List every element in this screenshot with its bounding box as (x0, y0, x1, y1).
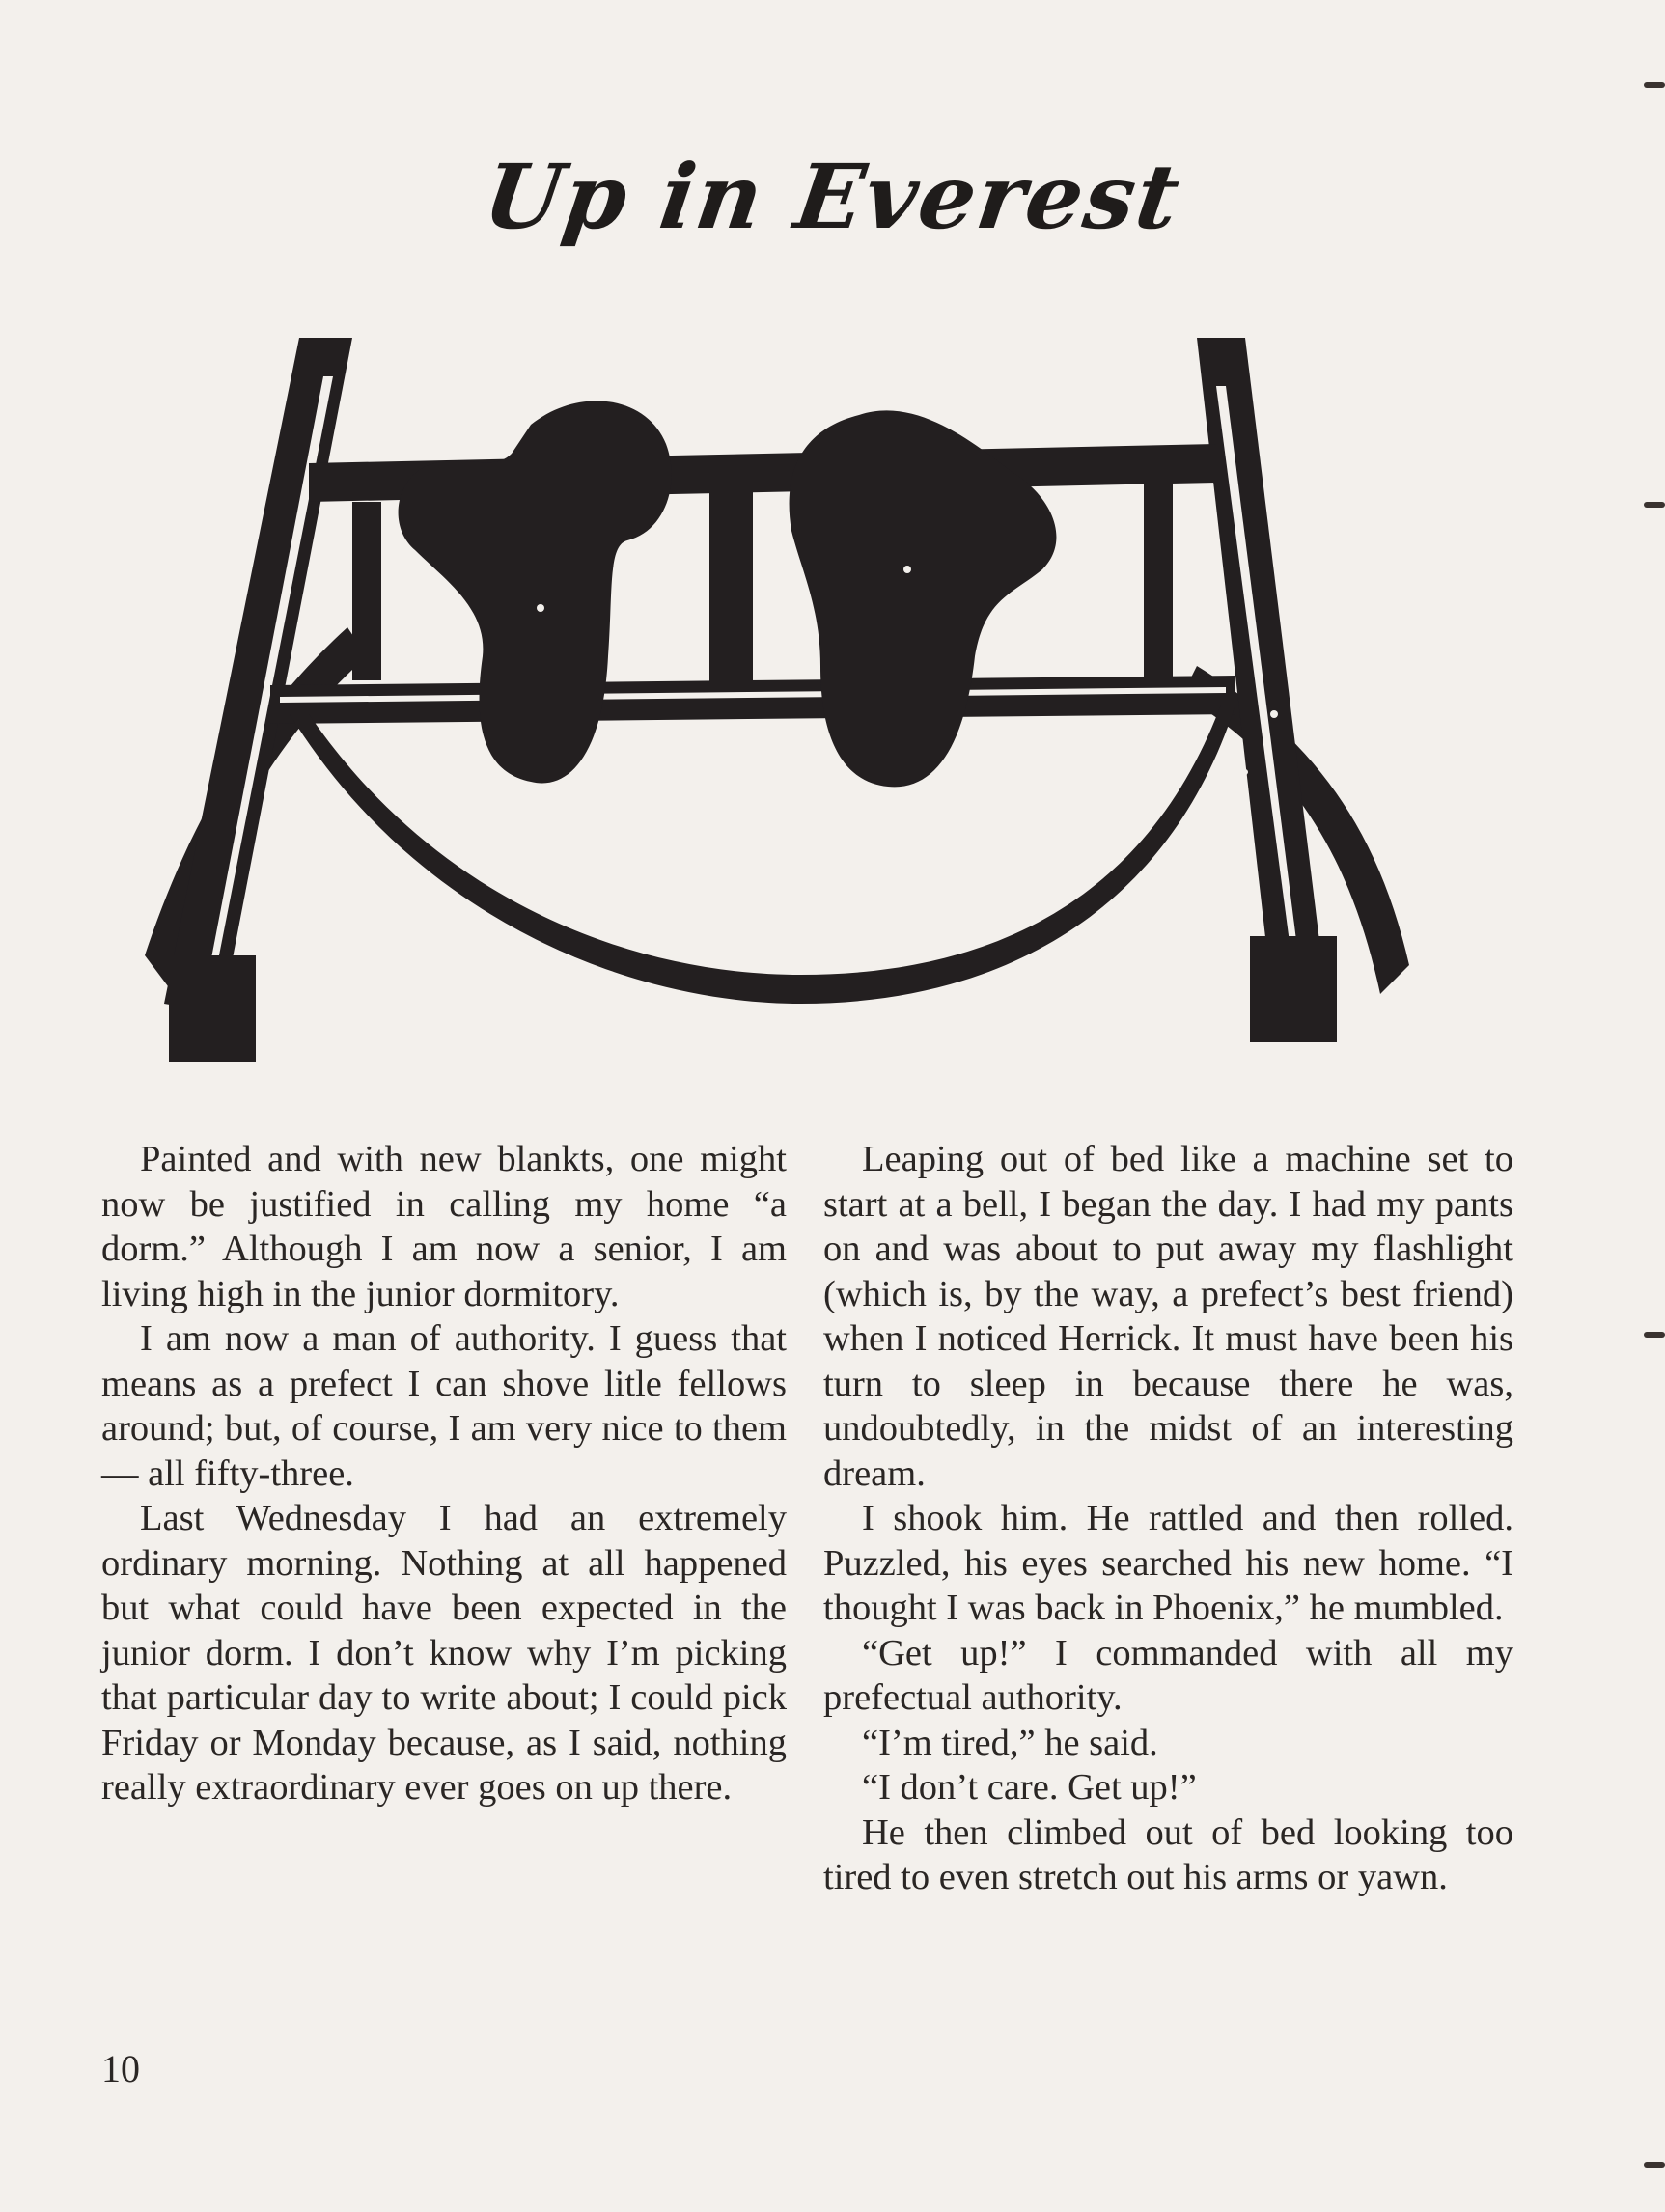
right-foot-block (1250, 936, 1337, 1042)
right-text-column (823, 1137, 1513, 1900)
paragraph: Last Wednesday I had an extremely ordinary morning. Nothing at all happened but what could have been expected in the junior dorm. I don’t know why I’m picking that particular day to write about; I could pick Friday or Monday because, as I said, nothing really extraordinary ever goes on up there. (101, 1498, 787, 1808)
paragraph: “Get up!” I commanded with all my prefectual authority. (823, 1632, 1513, 1718)
bed-slat (1144, 483, 1173, 680)
article-title: Up in Everest (477, 145, 1188, 249)
binding-mark (1644, 2162, 1665, 2168)
bed-slat (709, 483, 753, 685)
paragraph: Leaping out of bed like a machine set to start at a bell, I began the day. I had my pants on and was about to put away my flashlight (which is, by the way, a prefect’s best friend) when I noticed Herrick. It must have been his turn to sleep in because there he was, undoubtedly, in the midst of an interesting dream. (823, 1139, 1513, 1494)
binding-mark (1644, 502, 1665, 508)
left-foot-block (169, 955, 256, 1062)
paragraph: “I don’t care. Get up!” (862, 1767, 1197, 1808)
bed-slat (352, 502, 381, 680)
bunk-bed-feet-illustration (125, 338, 1477, 1081)
left-text-column (101, 1137, 787, 1811)
paragraph: He then climbed out of bed looking too tired to even stretch out his arms or yawn. (823, 1811, 1513, 1897)
sagging-mattress (290, 705, 1235, 1004)
paragraph: “I’m tired,” he said. (862, 1722, 1158, 1763)
binding-mark (1644, 82, 1665, 88)
paragraph: I shook him. He rattled and then rolled. Puzzled, his eyes searched his new home. “I thought I was back in Phoenix,” he mumbled. (823, 1498, 1513, 1628)
paragraph: Painted and with new blankts, one might now be justified in calling my home “a dorm.” Although I am now a senior, I am living high in the junior dormitory. (101, 1139, 787, 1314)
page-number: 10 (101, 2047, 140, 2090)
left-foot (399, 401, 672, 783)
paragraph: I am now a man of authority. I guess that means as a prefect I can shove litle fellows around; but, of course, I am very nice to them — all fifty-three. (101, 1318, 787, 1494)
binding-mark (1644, 1332, 1665, 1338)
